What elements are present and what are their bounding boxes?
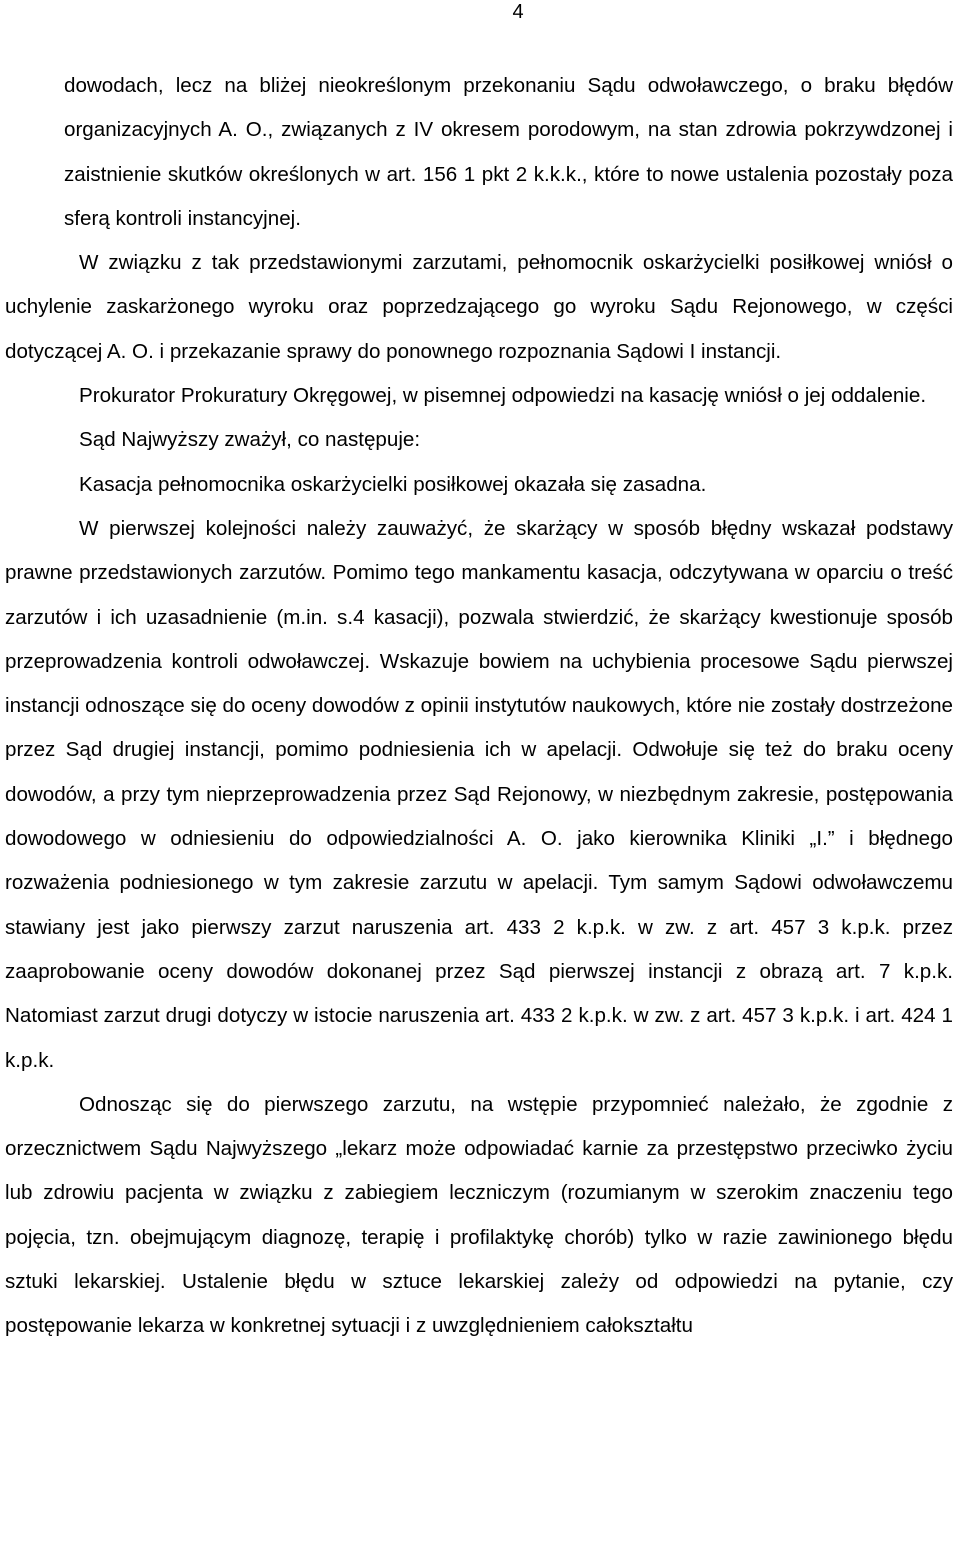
- paragraph-first-charge: Odnosząc się do pierwszego zarzutu, na wstępie przypomnieć należało, że zgodnie z orzecznictwem Sądu Najwyższego „lekarz może odpowiadać karnie za przestępstwo przeciwko życiu lub zdrowiu pacjenta w związku z zabiegiem leczniczym (rozumianym w szerokim znaczeniu tego pojęcia, tzn. obejmującym diagnozę, terapię i profilaktykę chorób) tylko w razie zawinionego błędu sztuki lekarskiej. Ustalenie błędu w sztuce lekarskiej zależy od odpowiedzi na pytanie, czy postępowanie lekarza w konkretnej sytuacji i z uwzględnieniem całokształtu: [5, 1092, 953, 1338]
- paragraph-appeal-request: W związku z tak przedstawionymi zarzutami, pełnomocnik oskarżycielki posiłkowej wniósł o uchylenie zaskarżonego wyroku oraz poprzedzającego go wyroku Sądu Rejonowego, w części dotyczącej A. O. i przekazanie sprawy do ponownego rozpoznania Sądowi I instancji.: [5, 251, 953, 363]
- page-number: 4: [512, 1, 524, 23]
- paragraph-continuation: dowodach, lecz na bliżej nieokreślonym przekonaniu Sądu odwoławczego, o braku błędów organizacyjnych A. O., związanych z IV okresem porodowym, na stan zdrowia pokrzywdzonej i zaistnienie skutków określonych w art. 156 1 pkt 2 k.k.k., które to nowe ustalenia pozostały poza sferą kontroli instancyjnej.: [64, 74, 953, 230]
- paragraph-legal-grounds: W pierwszej kolejności należy zauważyć, że skarżący w sposób błędny wskazał podstawy prawne przedstawionych zarzutów. Pomimo tego mankamentu kasacja, odczytywana w oparciu o treść zarzutów i ich uzasadnienie (m.in. s.4 kasacji), pozwala stwierdzić, że skarżący kwestionuje sposób przeprowadzenia kontroli odwoławczej. Wskazuje bowiem na uchybienia procesowe Sądu pierwszej instancji odnoszące się do oceny dowodów z opinii instytutów naukowych, które nie zostały dostrzeżone przez Sąd drugiej instancji, pomimo podniesienia ich w apelacji. Odwołuje się też do braku oceny dowodów, a przy tym nieprzeprowadzenia przez Sąd Rejonowy, w niezbędnym zakresie, postępowania dowodowego w odniesieniu do odpowiedzialności A. O. jako kierownika Kliniki „I.” i błędnego rozważenia podniesionego w tym zakresie zarzutu w apelacji. Tym samym Sądowi odwoławczemu stawiany jest jako pierwszy zarzut naruszenia art. 433 2 k.p.k. w zw. z art. 457 3 k.p.k. przez zaaprobowanie oceny dowodów dokonanej przez Sąd pierwszej instancji z obrazą art. 7 k.p.k. Natomiast zarzut drugi dotyczy w istocie naruszenia art. 433 2 k.p.k. w zw. z art. 457 3 k.p.k. i art. 424 1 k.p.k.: [5, 516, 953, 1072]
- paragraph-cassation-justified: Kasacja pełnomocnika oskarżycielki posiłkowej okazała się zasadna.: [79, 472, 707, 496]
- paragraph-court-considered: Sąd Najwyższy zważył, co następuje:: [79, 428, 421, 452]
- paragraph-prosecutor-response: Prokurator Prokuratury Okręgowej, w pisemnej odpowiedzi na kasację wniósł o jej oddalenie.: [79, 384, 927, 408]
- document-body: [5, 64, 953, 1349]
